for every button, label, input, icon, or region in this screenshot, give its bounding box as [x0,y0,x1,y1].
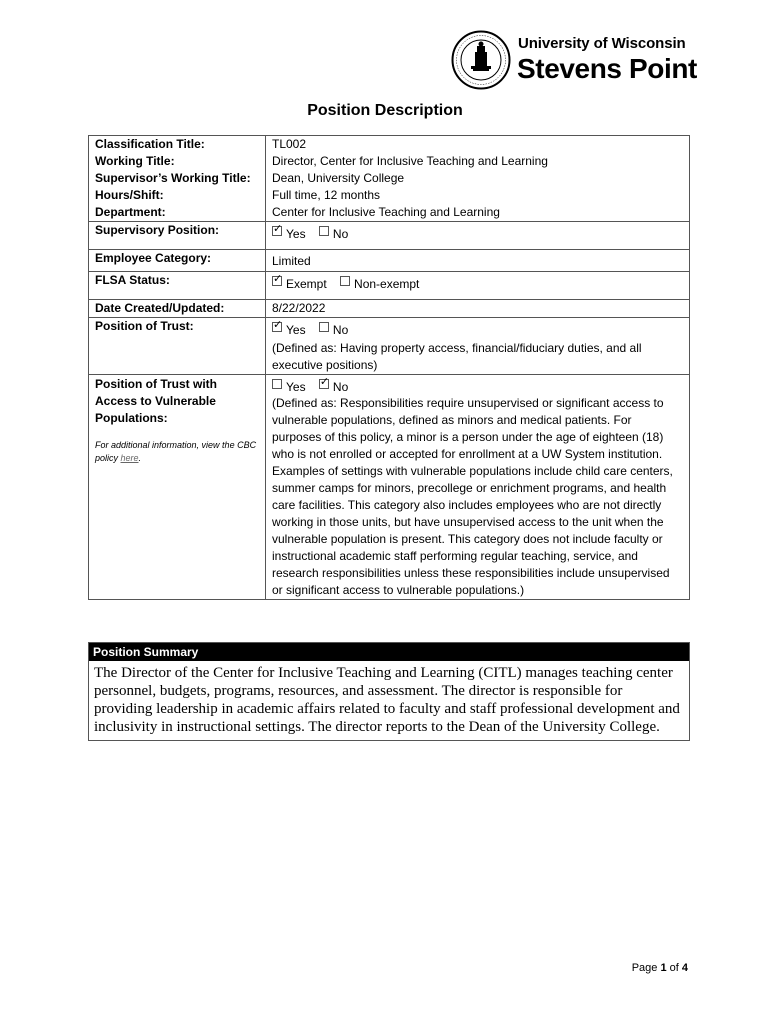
trust-definition: (Defined as: Having property access, financial/fiduciary duties, and all executive positions) [272,341,642,372]
table-row [89,204,690,222]
cbc-note-suffix: . [138,453,142,463]
date-label: Date Created/Updated: [89,300,266,318]
department-label: Department: [89,204,266,222]
hours-value: Full time, 12 months [266,187,690,204]
flsa-exempt-checkbox[interactable] [272,276,282,286]
table-row [89,250,690,272]
position-summary [88,642,690,741]
flsa-exempt-option[interactable] [272,276,327,293]
employee-category-text: Limited [272,254,311,268]
logo-line-campus: Stevens Point [517,53,697,84]
vulnerable-no-checkbox[interactable] [319,379,329,389]
table-row [89,300,690,318]
cbc-note-prefix: For additional information, view the CBC policy [95,440,257,463]
vulnerable-yes-option[interactable] [272,379,306,396]
table-row [89,222,690,250]
vulnerable-yes-label: Yes [286,380,306,394]
vulnerable-yes-checkbox[interactable] [272,379,282,389]
trust-yes-option[interactable] [272,322,306,339]
employee-category-label: Employee Category: [89,250,266,272]
university-logo [451,30,697,92]
flsa-nonexempt-option[interactable] [340,276,419,293]
trust-no-option[interactable] [319,322,348,339]
supervisory-yes-checkbox[interactable] [272,226,282,236]
table-row [89,187,690,204]
flsa-nonexempt-label: Non-exempt [354,277,420,291]
trust-yes-label: Yes [286,323,306,337]
table-row [89,375,690,600]
supervisory-no-checkbox[interactable] [319,226,329,236]
page-title: Position Description [307,102,463,119]
cbc-policy-note [95,439,259,465]
flsa-nonexempt-checkbox[interactable] [340,276,350,286]
supervisory-yes-label: Yes [286,227,306,241]
flsa-exempt-label: Exempt [286,277,327,291]
vulnerable-options [272,375,683,395]
vulnerable-no-option[interactable] [319,379,348,396]
page-of: of [666,962,682,974]
supervisory-no-label: No [332,227,349,241]
vulnerable-label: Position of Trust with Access to Vulnerable Populations: [95,377,217,425]
vulnerable-label-cell [89,375,266,600]
page-total: 4 [681,962,688,974]
table-row [89,136,690,154]
hours-label: Hours/Shift: [89,187,266,204]
page-prefix: Page [631,962,661,974]
page-number [632,962,688,974]
position-summary-heading: Position Summary [89,643,689,661]
table-row [89,318,690,375]
cbc-policy-link[interactable]: here [120,453,139,463]
flsa-options [266,272,690,300]
table-row [89,170,690,187]
trust-cell [266,318,690,375]
page-current: 1 [660,962,667,974]
trust-no-label: No [332,323,349,337]
university-seal-icon [451,30,511,90]
table-row [89,153,690,170]
working-title-label: Working Title: [89,153,266,170]
position-info-table [88,135,690,600]
trust-label: Position of Trust: [89,318,266,375]
classification-title-label: Classification Title: [89,136,266,154]
trust-no-checkbox[interactable] [319,322,329,332]
date-value: 8/22/2022 [266,300,690,318]
logo-line-university: University of Wisconsin [518,35,686,52]
table-row [89,272,690,300]
supervisor-value: Dean, University College [266,170,690,187]
position-summary-body: The Director of the Center for Inclusive Teaching and Learning (CITL) manages teaching center personnel, budgets, programs, resources, and assessment. The director is responsible for providing leadership in academic affairs related to faculty and staff professional development and inclusivity in instructional settings. The director reports to the Dean of the University College. [94,665,680,735]
classification-title-value: TL002 [266,136,690,154]
vulnerable-cell [266,375,690,600]
flsa-label: FLSA Status: [89,272,266,300]
department-value: Center for Inclusive Teaching and Learning [266,204,690,222]
vulnerable-definition: (Defined as: Responsibilities require unsupervised or significant access to vulnerable populations, defined as minors and medical patients. For purposes of this policy, a minor is a person under the age of eighteen (18) who is not enrolled or accepted for enrollment at a UW System institution. Examples of settings with vulnerable populations include child care centers, summer camps for minors, precollege or enrichment programs, and health care facilities. This category also includes employees who are not directly working in those units, but have unsupervised access to the unit when the vulnerable population is present. This category does not include faculty or instructional academic staff performing regular teaching, service, and research responsibilities unless these responsibilities include unsupervised or significant access to vulnerable populations.) [272,396,673,597]
supervisory-label: Supervisory Position: [89,222,266,250]
vulnerable-no-label: No [332,380,349,394]
supervisor-label: Supervisor’s Working Title: [89,170,266,187]
supervisory-no-option[interactable] [319,226,348,243]
employee-category-value [266,250,690,272]
trust-yes-checkbox[interactable] [272,322,282,332]
supervisory-yes-option[interactable] [272,226,306,243]
supervisory-options [266,222,690,250]
working-title-value: Director, Center for Inclusive Teaching and Learning [266,153,690,170]
trust-options [272,318,683,340]
